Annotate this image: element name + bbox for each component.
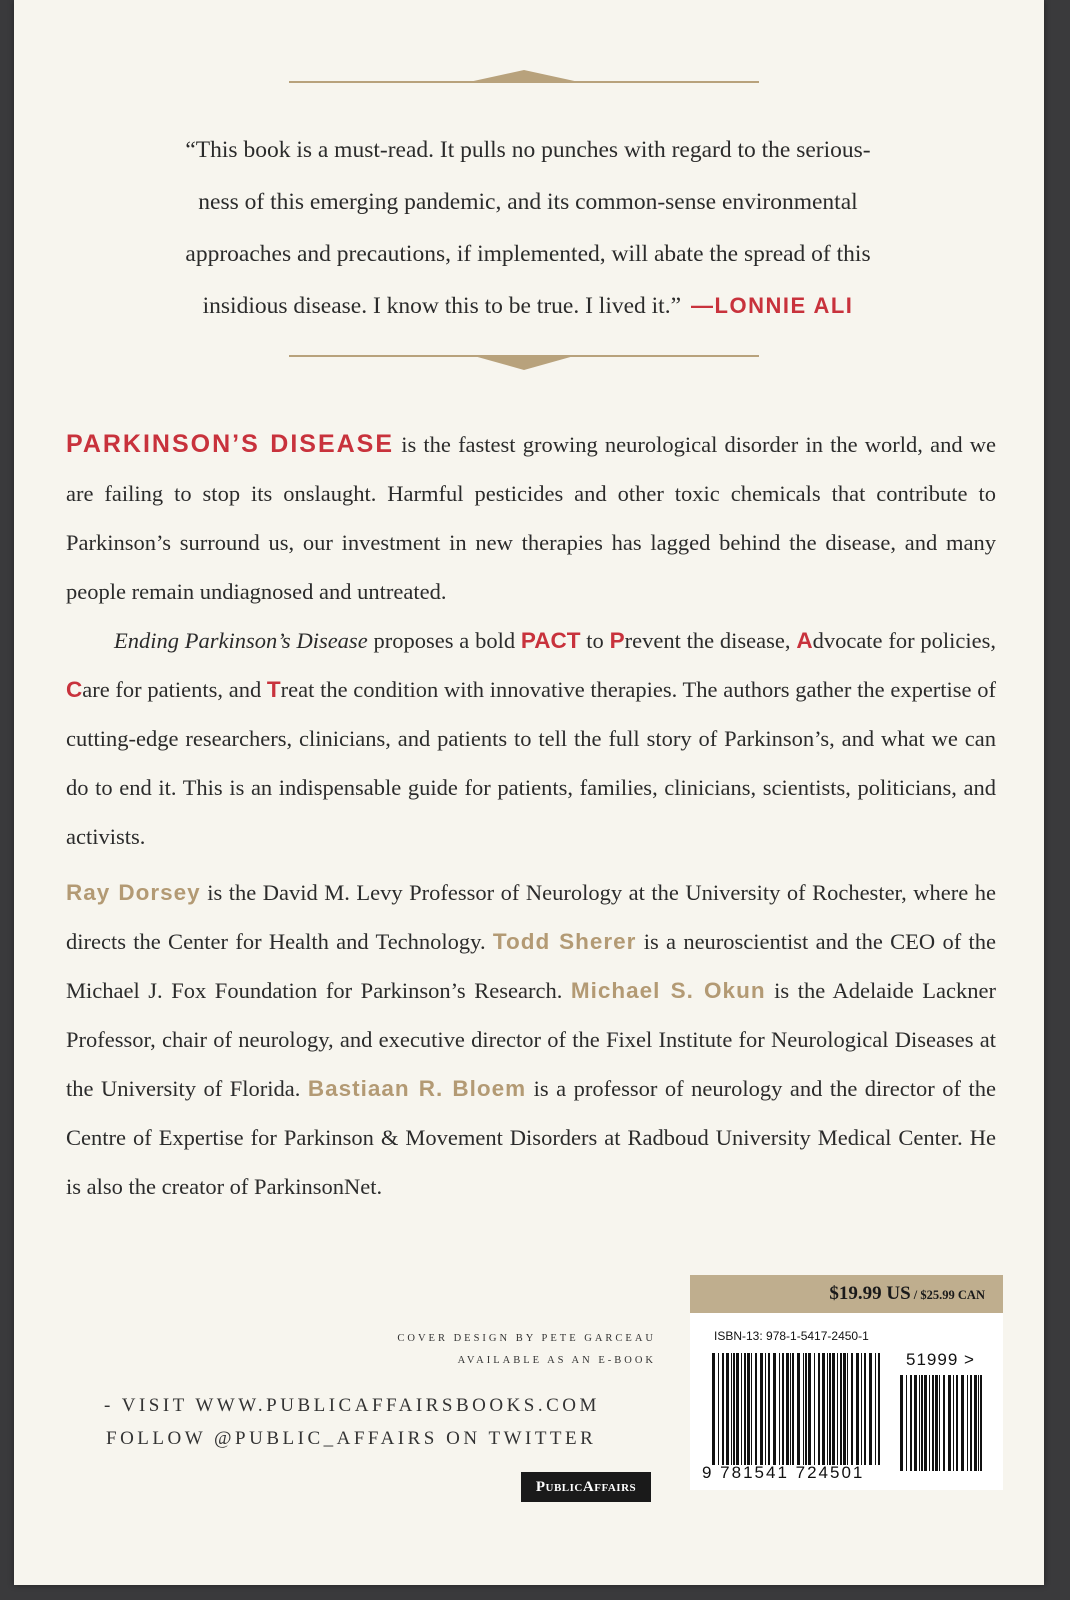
visit-website-text: VISIT WWW.PUBLICAFFAIRSBOOKS.COM xyxy=(121,1395,600,1416)
quote-attribution: —LONNIE ALI xyxy=(691,293,854,318)
barcode-bar xyxy=(932,1375,934,1471)
barcode-bar xyxy=(822,1353,825,1465)
barcode-bar xyxy=(751,1353,752,1465)
barcode-bar xyxy=(970,1375,972,1471)
barcode-bar xyxy=(864,1353,866,1465)
price-bar xyxy=(690,1275,1003,1313)
barcode-bar xyxy=(827,1353,828,1465)
barcode-bar xyxy=(847,1353,848,1465)
barcode-bar xyxy=(792,1353,794,1465)
book-back-cover xyxy=(14,0,1044,1585)
quote-line-1: “This book is a must-read. It pulls no punches with regard to the serious- xyxy=(185,137,871,163)
author-name-bloem: Bastiaan R. Bloem xyxy=(307,1076,527,1101)
pact-letter-c: C xyxy=(66,677,83,702)
barcode-bar xyxy=(943,1375,945,1471)
visit-website-link[interactable] xyxy=(104,1395,654,1417)
barcode-bar xyxy=(914,1375,917,1471)
pact-acronym: PACT xyxy=(520,628,581,653)
barcode-bar xyxy=(967,1375,968,1471)
barcode-bar xyxy=(790,1353,791,1465)
barcode-bar xyxy=(840,1353,842,1465)
logo-ffairs: FFAIRS xyxy=(594,1482,637,1494)
barcode-bar xyxy=(832,1353,835,1465)
author-bio-paragraph xyxy=(66,868,996,1211)
barcode-bar xyxy=(921,1375,923,1471)
barcode-bar xyxy=(843,1353,846,1465)
barcode-bar xyxy=(782,1353,784,1465)
barcode-bar xyxy=(856,1353,859,1465)
description-p2-text-e: are for patients, and xyxy=(82,677,267,702)
bio-text-2: is a neuroscientist and the CEO of the Michael J. Fox Foundation for Parkinson’s Research. xyxy=(66,929,996,1003)
barcode-bar xyxy=(731,1353,732,1465)
book-title-italic: Ending Parkinson’s Disease xyxy=(114,628,368,653)
barcode-bar xyxy=(919,1375,920,1471)
barcode-bar xyxy=(961,1375,964,1471)
book-description xyxy=(66,420,996,861)
barcode-bar xyxy=(712,1353,715,1465)
barcode-bar xyxy=(741,1353,742,1465)
barcode-bar xyxy=(924,1375,927,1471)
description-p2-text-b: to xyxy=(580,628,610,653)
price-us: $19.99 US xyxy=(829,1283,911,1304)
barcode-bar xyxy=(797,1353,800,1465)
barcode-bar xyxy=(733,1353,735,1465)
barcode-bar xyxy=(861,1353,862,1465)
isbn-label: ISBN-13: 978-1-5417-2450-1 xyxy=(714,1329,869,1343)
endorsement-quote xyxy=(118,124,938,332)
price-addon-code: 51999 > xyxy=(906,1350,975,1369)
price-can: $25.99 CAN xyxy=(920,1288,985,1302)
barcode-bar xyxy=(736,1353,739,1465)
barcode-bar xyxy=(929,1375,930,1471)
quote-line-3: approaches and precautions, if implemented, will abate the spread of this xyxy=(185,241,871,267)
logo-ublic: UBLIC xyxy=(545,1482,583,1494)
bio-text-3: is the Adelaide Lackner Professor, chair of neurology, and executive director of the Fixel Institute for Neurological Diseases at the University of Florida. xyxy=(66,978,996,1101)
author-name-okun: Michael S. Okun xyxy=(570,978,766,1003)
bottom-ornament-divider xyxy=(289,350,759,378)
barcode-bar xyxy=(837,1353,838,1465)
barcode-bar xyxy=(818,1353,820,1465)
cover-design-credit: COVER DESIGN BY PETE GARCEAU xyxy=(397,1333,656,1344)
barcode-bar xyxy=(948,1375,951,1471)
barcode-bar xyxy=(773,1353,776,1465)
description-p1-text: is the fastest growing neurological disorder in the world, and we are failing to stop its onslaught. Harmful pesticides and other toxic chemicals that contribute to Parkinson’s surround us, our investment in new therapies has lagged behind the disease, and many people remain undiagnosed and untreated. xyxy=(66,432,996,604)
barcode-bar xyxy=(803,1353,804,1465)
description-paragraph-1 xyxy=(66,420,996,616)
barcode-bar xyxy=(768,1353,770,1465)
author-name-dorsey: Ray Dorsey xyxy=(66,880,201,905)
pact-letter-p: P xyxy=(609,628,625,653)
logo-initial: P xyxy=(535,1479,546,1495)
barcode-box xyxy=(690,1313,1003,1490)
isbn-barcode xyxy=(712,1353,882,1465)
barcode-bar xyxy=(978,1375,979,1471)
description-p2-text-c: revent the disease, xyxy=(624,628,797,653)
barcode-bar xyxy=(906,1375,907,1471)
barcode-bar xyxy=(956,1375,958,1471)
barcode-bar xyxy=(765,1353,766,1465)
barcode-bar xyxy=(869,1353,872,1465)
addon-barcode xyxy=(900,1375,984,1471)
follow-twitter-link[interactable]: FOLLOW @PUBLIC_AFFAIRS ON TWITTER xyxy=(106,1428,597,1449)
barcode-bar xyxy=(875,1353,876,1465)
barcode-bar xyxy=(808,1353,811,1465)
barcode-digits: 9 781541 724501 xyxy=(702,1463,865,1482)
barcode-bar xyxy=(786,1353,789,1465)
barcode-bar xyxy=(935,1375,938,1471)
quote-line-2: ness of this emerging pandemic, and its common-sense environmental xyxy=(198,189,858,215)
barcode-bar xyxy=(814,1353,815,1465)
description-p2-text-d: dvocate for policies, xyxy=(812,628,996,653)
barcode-bar xyxy=(851,1353,853,1465)
barcode-bar xyxy=(900,1375,903,1471)
barcode-bar xyxy=(878,1353,880,1465)
description-paragraph-2 xyxy=(66,616,996,861)
barcode-bar xyxy=(722,1353,724,1465)
price-separator: / xyxy=(910,1288,921,1302)
barcode-bar xyxy=(726,1353,729,1465)
bullet: - xyxy=(104,1395,122,1416)
barcode-bar xyxy=(805,1353,807,1465)
pact-letter-t: T xyxy=(266,677,281,702)
ebook-availability: AVAILABLE AS AN E-BOOK xyxy=(457,1355,656,1366)
barcode-bar xyxy=(980,1375,982,1471)
barcode-bar xyxy=(760,1353,763,1465)
author-name-sherer: Todd Sherer xyxy=(492,929,637,954)
description-p2-text-a: proposes a bold xyxy=(367,628,521,653)
barcode-bar xyxy=(755,1353,757,1465)
publicaffairs-logo xyxy=(521,1472,651,1502)
barcode-bar xyxy=(974,1375,977,1471)
barcode-bar xyxy=(718,1353,719,1465)
top-ornament-divider xyxy=(289,68,759,92)
barcode-bar xyxy=(953,1375,954,1471)
barcode-bar xyxy=(939,1375,940,1471)
description-lead-caps: PARKINSON’S DISEASE xyxy=(66,430,395,458)
bio-text-4: is a professor of neurology and the director of the Centre of Expertise for Parkinson & Movement Disorders at Radboud University Medical Center. He is also the creator of ParkinsonNet. xyxy=(66,1076,996,1199)
pact-letter-a: A xyxy=(796,628,813,653)
bio-text-1: is the David M. Levy Professor of Neurology at the University of Rochester, where he directs the Center for Health and Technology. xyxy=(66,880,996,954)
barcode-bar xyxy=(747,1353,750,1465)
barcode-bar xyxy=(779,1353,780,1465)
description-p2-text-f: reat the condition with innovative therapies. The authors gather the expertise of cutting-edge researchers, clinicians, and patients to tell the full story of Parkinson’s, and what we can do to end it. This is an indispensable guide for patients, families, clinicians, scientists, politicians, and activists. xyxy=(66,677,996,849)
barcode-bar xyxy=(744,1353,746,1465)
barcode-bar xyxy=(829,1353,831,1465)
barcode-bar xyxy=(910,1375,912,1471)
quote-line-4-text: insidious disease. I know this to be true. I lived it.” xyxy=(202,293,682,319)
quote-line-4 xyxy=(118,280,938,332)
logo-initial-a: A xyxy=(582,1479,595,1495)
author-bios xyxy=(66,868,996,1211)
